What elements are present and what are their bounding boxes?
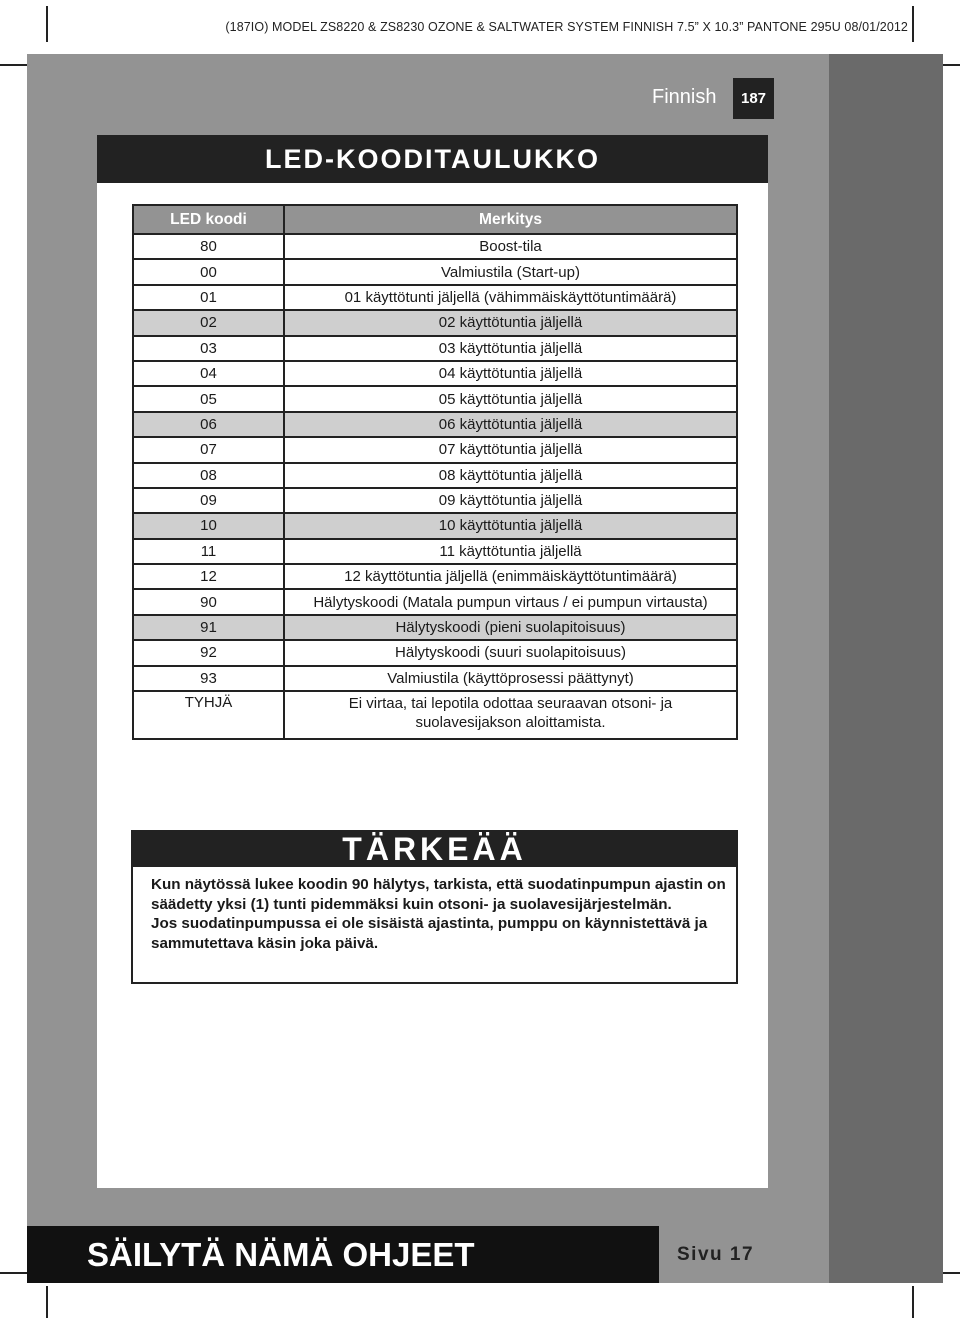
footer-page-label: Sivu 17: [659, 1226, 829, 1283]
table-row: [133, 361, 737, 386]
table-row: [133, 386, 737, 411]
table-row: [133, 463, 737, 488]
led-meaning: Hälytyskoodi (pieni suolapitoisuus): [284, 615, 737, 640]
led-meaning: Hälytyskoodi (suuri suolapitoisuus): [284, 640, 737, 665]
led-code: 08: [133, 463, 284, 488]
crop-mark: [46, 1286, 48, 1318]
table-row: [133, 285, 737, 310]
led-code: 01: [133, 285, 284, 310]
led-code: 00: [133, 259, 284, 284]
print-header: (187IO) MODEL ZS8220 & ZS8230 OZONE & SALTWATER SYSTEM FINNISH 7.5” X 10.3” PANTONE 295U 08/01/2012: [225, 20, 908, 34]
led-meaning: 06 käyttötuntia jäljellä: [284, 412, 737, 437]
important-paragraph: Jos suodatinpumpussa ei ole sisäistä ajastinta, pumppu on käynnistettävä ja sammutettava käsin joka päivä.: [151, 915, 708, 952]
led-meaning: 10 käyttötuntia jäljellä: [284, 513, 737, 538]
table-row: [133, 488, 737, 513]
table-row: [133, 336, 737, 361]
crop-mark: [46, 6, 48, 42]
led-code: TYHJÄ: [133, 691, 284, 739]
table-row: [133, 640, 737, 665]
page-title: LED-KOODITAULUKKO: [97, 135, 768, 183]
led-meaning: 07 käyttötuntia jäljellä: [284, 437, 737, 462]
led-code: 93: [133, 666, 284, 691]
led-code: 12: [133, 564, 284, 589]
led-meaning: Hälytyskoodi (Matala pumpun virtaus / ei pumpun virtausta): [284, 589, 737, 614]
important-paragraph: Kun näytössä lukee koodin 90 hälytys, tarkista, että suodatinpumpun ajastin on säädetty yksi (1) tunti pidemmäksi kuin otsoni- ja suolavesijärjestelmän.: [151, 876, 726, 913]
led-meaning: Valmiustila (Start-up): [284, 259, 737, 284]
led-meaning: 12 käyttötuntia jäljellä (enimmäiskäyttötuntimäärä): [284, 564, 737, 589]
led-meaning: 05 käyttötuntia jäljellä: [284, 386, 737, 411]
table-row: [133, 437, 737, 462]
led-meaning: 01 käyttötunti jäljellä (vähimmäiskäyttötuntimäärä): [284, 285, 737, 310]
led-code: 05: [133, 386, 284, 411]
table-row: [133, 513, 737, 538]
led-meaning: 04 käyttötuntia jäljellä: [284, 361, 737, 386]
important-body: [133, 867, 736, 953]
table-row: [133, 691, 737, 739]
led-code: 80: [133, 234, 284, 259]
led-meaning: 03 käyttötuntia jäljellä: [284, 336, 737, 361]
led-meaning: Boost-tila: [284, 234, 737, 259]
led-code: 10: [133, 513, 284, 538]
table-row: [133, 539, 737, 564]
led-code: 92: [133, 640, 284, 665]
table-row: [133, 259, 737, 284]
led-meaning: 11 käyttötuntia jäljellä: [284, 539, 737, 564]
led-code: 91: [133, 615, 284, 640]
page-number-badge: 187: [733, 78, 774, 119]
led-meaning: 08 käyttötuntia jäljellä: [284, 463, 737, 488]
important-notice: [131, 830, 738, 984]
crop-mark: [912, 1286, 914, 1318]
led-code: 06: [133, 412, 284, 437]
table-row: [133, 615, 737, 640]
important-heading: TÄRKEÄÄ: [133, 832, 736, 867]
led-code: 04: [133, 361, 284, 386]
led-code: 03: [133, 336, 284, 361]
led-code: 09: [133, 488, 284, 513]
led-meaning: Ei virtaa, tai lepotila odottaa seuraavan otsoni- ja suolavesijakson aloittamista.: [284, 691, 737, 739]
table-row: [133, 666, 737, 691]
led-meaning: Valmiustila (käyttöprosessi päättynyt): [284, 666, 737, 691]
column-header-code: LED koodi: [133, 205, 284, 234]
table-row: [133, 412, 737, 437]
led-code: 07: [133, 437, 284, 462]
table-row: [133, 310, 737, 335]
column-header-meaning: Merkitys: [284, 205, 737, 234]
table-row: [133, 564, 737, 589]
led-meaning: 02 käyttötuntia jäljellä: [284, 310, 737, 335]
language-label: Finnish: [652, 86, 717, 108]
led-code: 11: [133, 539, 284, 564]
footer-slogan: SÄILYTÄ NÄMÄ OHJEET: [27, 1226, 659, 1283]
led-code: 90: [133, 589, 284, 614]
led-meaning: 09 käyttötuntia jäljellä: [284, 488, 737, 513]
led-code: 02: [133, 310, 284, 335]
table-header-row: [133, 205, 737, 234]
table-row: [133, 589, 737, 614]
table-row: [133, 234, 737, 259]
side-strip: [829, 54, 943, 1283]
crop-mark: [912, 6, 914, 42]
led-code-table: [132, 204, 738, 740]
